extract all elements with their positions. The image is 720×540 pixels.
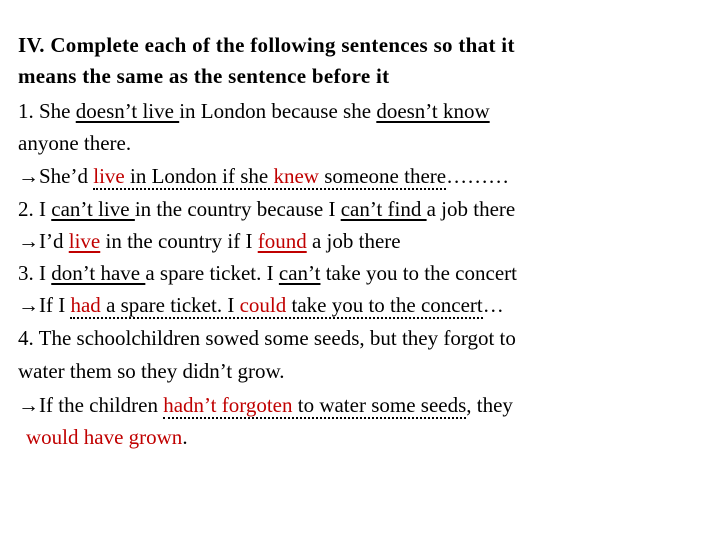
- item-3-answer: [18, 290, 504, 320]
- item-3-answer-text-2: take you to the concert: [286, 293, 483, 317]
- item-2-answer-blank-2: found: [257, 229, 307, 253]
- item-2-answer-text-2: a job there: [306, 229, 401, 253]
- item-4-answer-lead: →If the children: [18, 393, 164, 417]
- item-1-answer-text-1: in London if she: [124, 164, 274, 188]
- item-1-answer-lead: →She’d: [18, 164, 94, 188]
- item-4-answer-blank-1: hadn’t forgoten: [163, 393, 293, 417]
- item-1-answer-trailing-dots: ………: [446, 164, 510, 188]
- item-1-answer-text-2: someone there: [318, 164, 447, 188]
- item-3-answer-lead: →If I: [18, 293, 71, 317]
- item-2-answer-lead: →I’d: [18, 229, 69, 253]
- item-3-answer-blank-2: could: [239, 293, 287, 317]
- item-2-prefix: 2. I: [18, 197, 52, 221]
- item-3-underlined-phrase-2: can’t: [278, 261, 321, 285]
- item-4-answer-blank-2: would have grown: [26, 425, 183, 449]
- item-4-prompt-line-1: 4. The schoolchildren sowed some seeds, but they forgot to: [18, 326, 516, 350]
- item-1-underlined-phrase-2: doesn’t know: [376, 99, 490, 123]
- item-3-answer-text-1: a spare ticket. I: [100, 293, 240, 317]
- item-3-suffix: take you to the concert: [320, 261, 517, 285]
- item-2-answer-blank-1: live: [68, 229, 101, 253]
- item-2-underlined-phrase-2: can’t find: [340, 197, 427, 221]
- item-1-prompt-line-2: anyone there.: [18, 131, 132, 155]
- item-3-answer-blank-1: had: [70, 293, 101, 317]
- item-4-answer-text-2: , they: [466, 393, 513, 417]
- item-2-middle: in the country because I: [134, 197, 341, 221]
- item-2-underlined-phrase-1: can’t live: [51, 197, 135, 221]
- item-1-underlined-phrase-1: doesn’t live: [75, 99, 180, 123]
- item-3-middle: a spare ticket. I: [145, 261, 279, 285]
- item-2-answer-text-1: in the country if I: [100, 229, 258, 253]
- item-3-answer-trailing-dots: …: [482, 293, 504, 317]
- exercise-title-line-1: IV. Complete each of the following sentences so that it: [18, 33, 515, 57]
- item-1-middle: in London because she: [179, 99, 377, 123]
- item-4-answer: [18, 390, 513, 420]
- item-4-answer-end: .: [182, 425, 188, 449]
- item-3-prefix: 3. I: [18, 261, 52, 285]
- item-1-answer-blank-1: live: [93, 164, 125, 188]
- item-4-prompt-line-2: water them so they didn’t grow.: [18, 359, 285, 383]
- exercise-title-line-2: means the same as the sentence before it: [18, 64, 390, 88]
- item-2-suffix: a job there: [426, 197, 516, 221]
- item-1-answer: [18, 161, 509, 191]
- item-4-answer-text-1: to water some seeds: [292, 393, 467, 417]
- item-1-prefix: 1. She: [18, 99, 76, 123]
- item-1-answer-blank-2: knew: [273, 164, 319, 188]
- item-3-underlined-phrase-1: don’t have: [51, 261, 146, 285]
- item-2-answer: [18, 226, 401, 256]
- item-2-prompt: [18, 194, 515, 224]
- item-1-prompt: [18, 96, 490, 126]
- item-4-answer-line-2: [26, 422, 188, 452]
- item-3-prompt: [18, 258, 517, 288]
